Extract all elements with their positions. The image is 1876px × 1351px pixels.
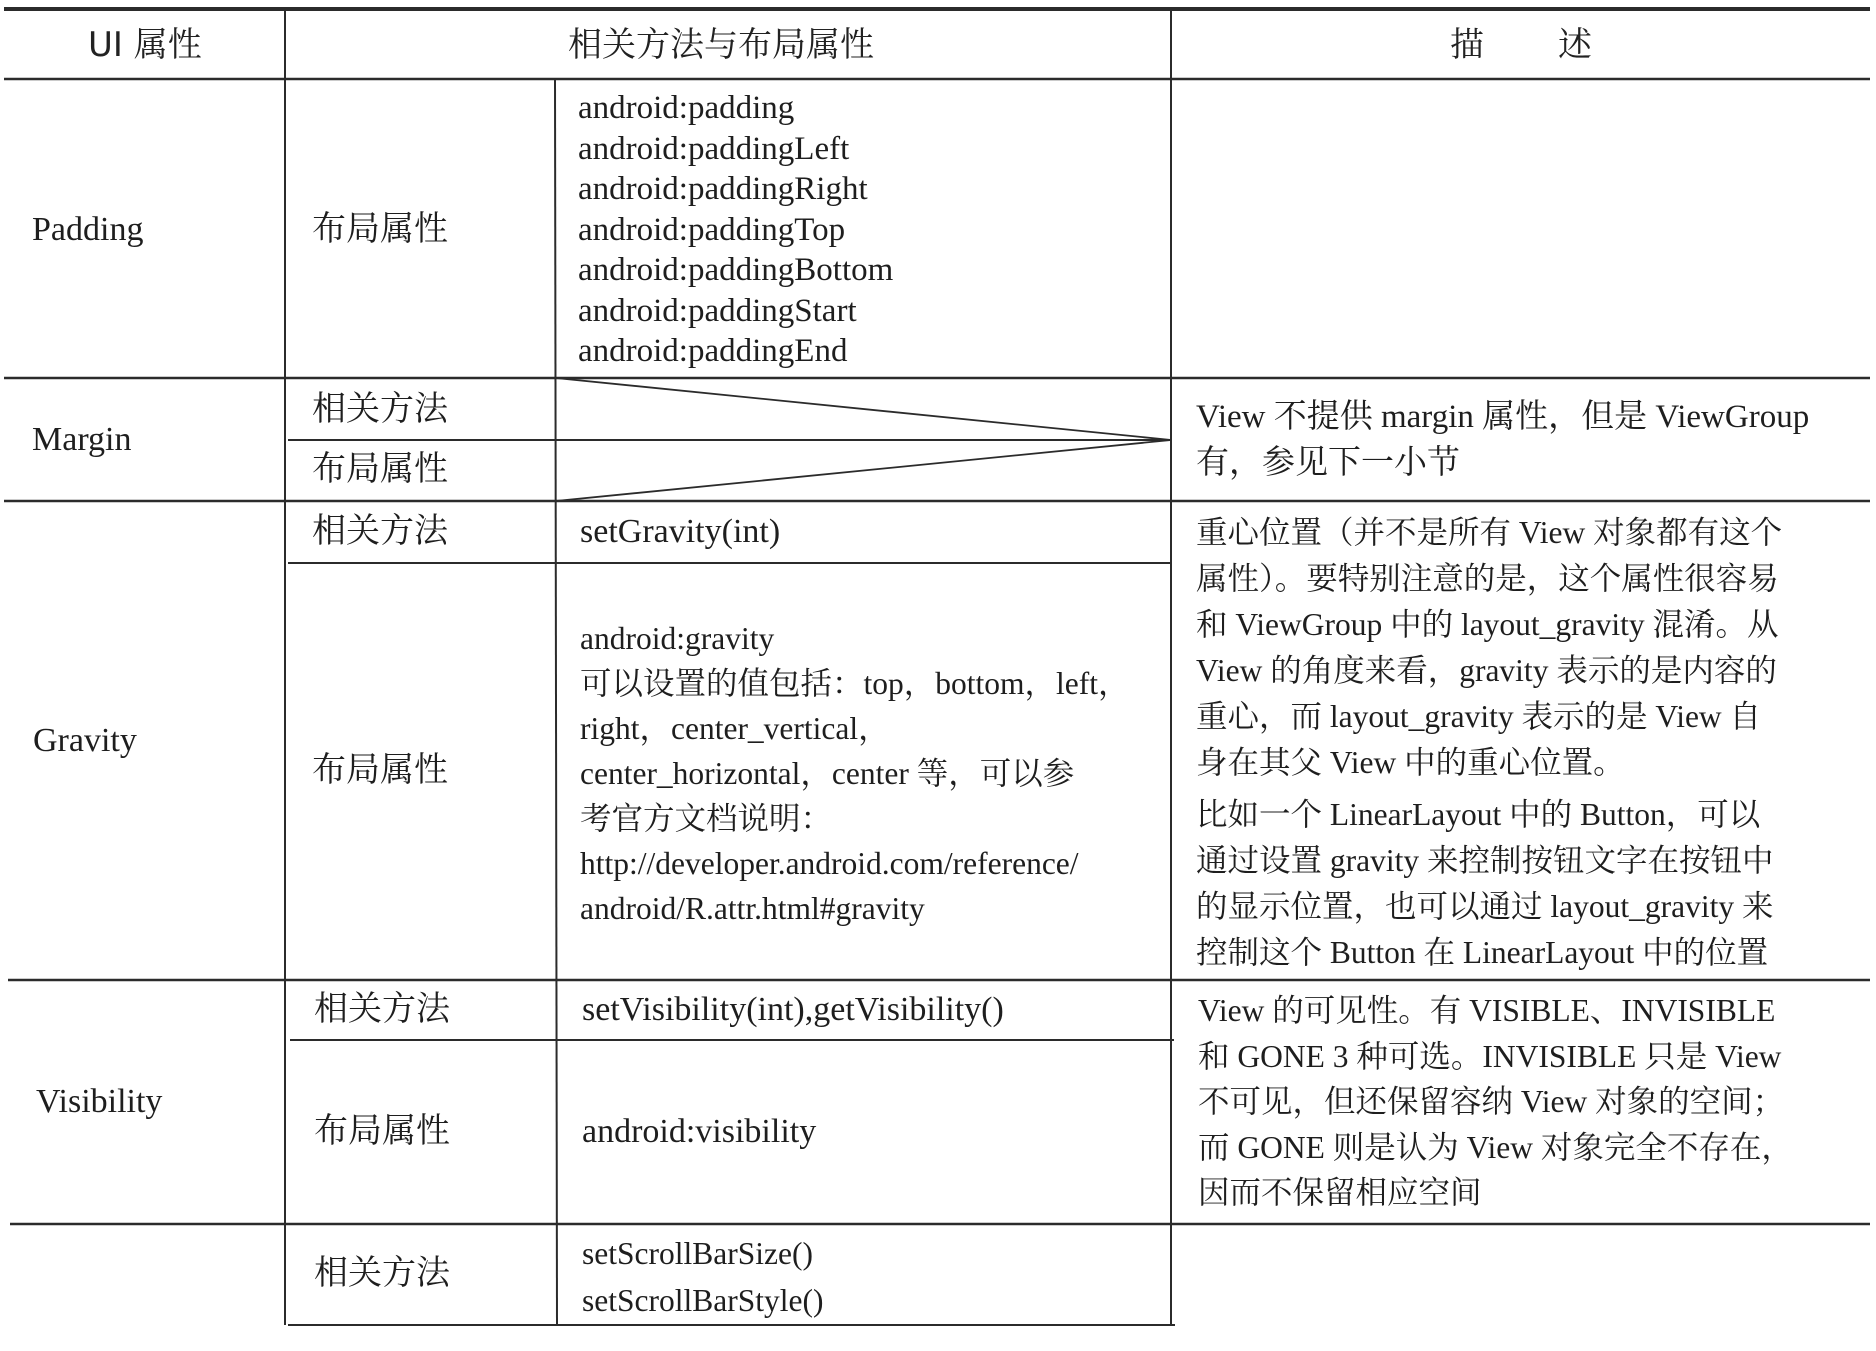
gravity-attr-kind: 布局属性 (312, 752, 448, 789)
padding-attr-item: android:paddingStart (578, 292, 857, 329)
gravity-desc-line: 控制这个 Button 在 LinearLayout 中的位置 (1196, 935, 1769, 970)
padding-name: Padding (32, 211, 144, 248)
padding-attr-item: android:paddingBottom (578, 252, 894, 288)
gravity-attr-line: android/R.attr.html#gravity (580, 891, 925, 926)
padding-attr-item: android:paddingRight (578, 171, 868, 207)
padding-attr-list (578, 88, 893, 372)
gravity-desc-line: 和 ViewGroup 中的 layout_gravity 混淆。从 (1196, 607, 1779, 642)
gravity-method: setGravity(int) (580, 513, 781, 550)
gravity-desc-line: 的显示位置，也可以通过 layout_gravity 来 (1196, 889, 1774, 924)
margin-desc-line: View 不提供 margin 属性，但是 ViewGroup (1196, 399, 1810, 435)
margin-diagonal-bottom (556, 440, 1171, 501)
visibility-attr: android:visibility (582, 1113, 817, 1150)
padding-attr-item: android:paddingLeft (578, 130, 850, 167)
gravity-attr-line: right，center_vertical， (580, 711, 890, 746)
padding-attr-item: android:padding (578, 90, 795, 126)
gravity-attr-line: 考官方文档说明： (580, 801, 833, 836)
gravity-attr-line: http://developer.android.com/reference/ (580, 846, 1079, 881)
gravity-attr-line: center_horizontal，center 等，可以参 (580, 756, 1075, 791)
header-methods-and-attrs: 相关方法与布局属性 (568, 25, 874, 65)
gravity-desc-line: 重心，而 layout_gravity 表示的是 View 自 (1196, 699, 1762, 734)
margin-description (1196, 394, 1809, 486)
padding-kind: 布局属性 (312, 211, 448, 248)
gravity-desc-line: 属性）。要特别注意的是，这个属性很容易 (1196, 561, 1779, 596)
header-description: 描 述 (1450, 25, 1594, 65)
gravity-desc-line: 身在其父 View 中的重心位置。 (1196, 745, 1625, 780)
visibility-description (1198, 988, 1793, 1216)
gravity-desc-line: 通过设置 gravity 来控制按钮文字在按钮中 (1196, 843, 1774, 878)
visibility-name: Visibility (36, 1083, 163, 1120)
margin-method-kind: 相关方法 (312, 391, 448, 428)
scrollbar-method-item: setScrollBarStyle() (582, 1283, 824, 1318)
margin-desc-line: 有，参见下一小节 (1196, 445, 1460, 481)
margin-attr-kind: 布局属性 (312, 451, 448, 488)
visibility-attr-kind: 布局属性 (314, 1113, 450, 1150)
margin-name: Margin (32, 421, 132, 458)
visibility-desc-line: 而 GONE 则是认为 View 对象完全不存在， (1198, 1129, 1793, 1165)
gravity-desc-line: View 的角度来看，gravity 表示的是内容的 (1196, 653, 1777, 688)
gravity-attr-line: android:gravity (580, 621, 775, 656)
visibility-desc-line: View 的可见性。有 VISIBLE、INVISIBLE (1198, 993, 1776, 1028)
visibility-desc-line: 和 GONE 3 种可选。INVISIBLE 只是 View (1198, 1038, 1782, 1074)
visibility-method-kind: 相关方法 (314, 991, 450, 1028)
scrollbar-method-kind: 相关方法 (314, 1255, 450, 1292)
gravity-description (1196, 510, 1782, 976)
margin-diagonal-top (556, 378, 1171, 440)
padding-attr-item: android:paddingTop (578, 211, 846, 248)
padding-attr-item: android:paddingEnd (578, 333, 848, 369)
visibility-method: setVisibility(int),getVisibility() (582, 991, 1004, 1028)
scrollbar-methods (582, 1230, 823, 1324)
gravity-method-kind: 相关方法 (312, 513, 448, 550)
gravity-desc-line: 重心位置（并不是所有 View 对象都有这个 (1196, 515, 1783, 550)
gravity-attr-text (580, 616, 1129, 931)
header-ui-attribute: UI 属性 (88, 25, 202, 65)
rule-col2-split (555, 79, 557, 1325)
visibility-desc-line: 因而不保留相应空间 (1198, 1175, 1482, 1210)
scrollbar-method-item: setScrollBarSize() (582, 1236, 813, 1271)
gravity-attr-line: 可以设置的值包括：top，bottom，left， (580, 666, 1130, 701)
gravity-name: Gravity (33, 722, 137, 759)
gravity-desc-line: 比如一个 LinearLayout 中的 Button，可以 (1196, 797, 1761, 832)
visibility-desc-line: 不可见，但还保留容纳 View 对象的空间； (1198, 1084, 1785, 1119)
